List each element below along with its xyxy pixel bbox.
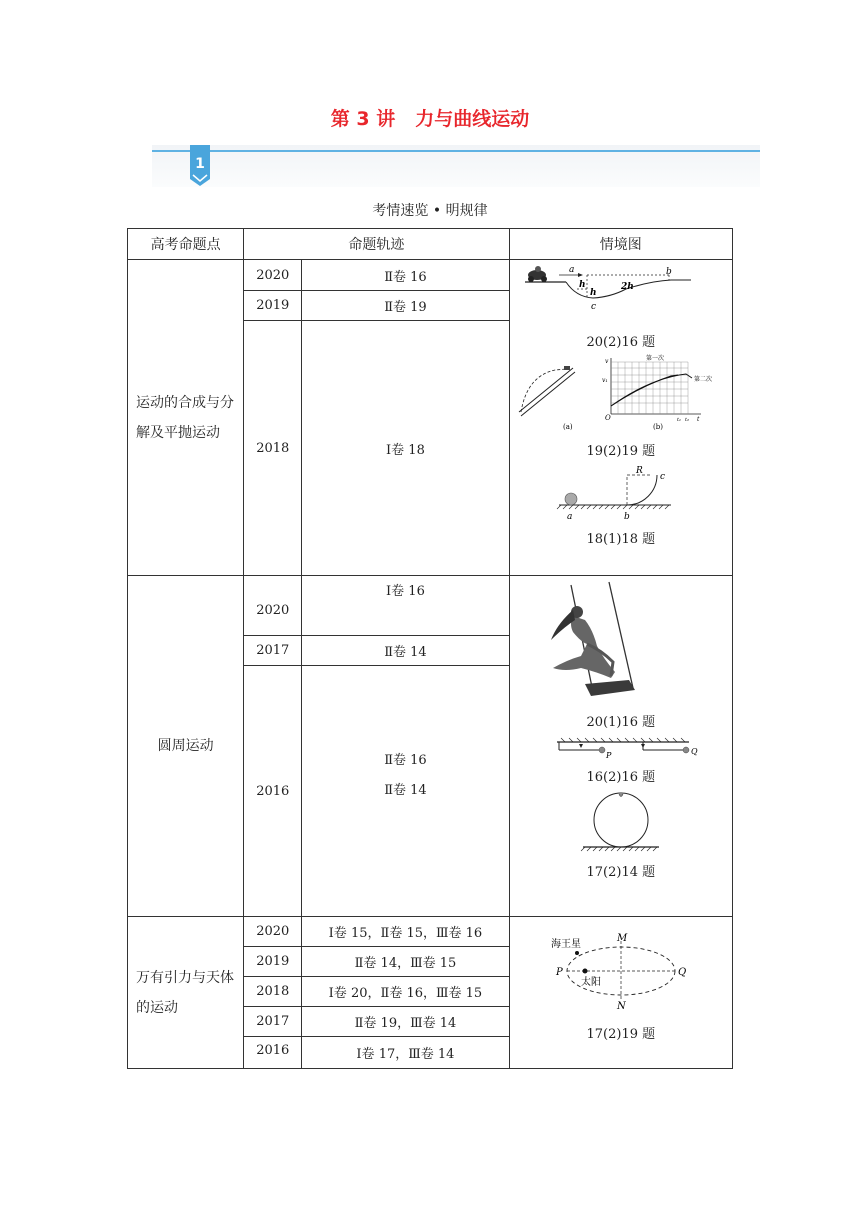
motorcycle-icon [528,266,547,282]
year-cell: 2016 [244,1037,302,1069]
year-cell: 2017 [244,1007,302,1037]
header-topic: 高考命题点 [128,229,244,260]
paper-cell: Ⅱ卷 14，Ⅲ卷 15 [302,947,509,977]
rod-balls-figure [511,734,731,760]
lesson-topic: 力与曲线运动 [415,108,530,130]
label-b3: b [623,512,630,522]
label-R: R [635,466,643,476]
section-rule [152,150,760,152]
paper-cell: Ⅱ卷 16 [302,260,509,291]
motorcycle-ramp-figure [511,263,731,323]
year-cell: 2016 [244,666,302,917]
label-sun: 太阳 [580,977,601,988]
page-title [0,104,860,131]
label-neptune: 海王星 [550,939,581,950]
year-cell: 2018 [244,321,302,576]
paper-cell: Ⅰ卷 15，Ⅱ卷 15，Ⅲ卷 16 [302,917,509,947]
sun-icon [582,969,587,974]
vt-grid [611,362,688,414]
paper-cell [302,666,509,917]
topic-cell: 圆周运动 [128,576,244,917]
figure-caption: 17(2)19 题 [586,1027,656,1042]
figure-caption: 18(1)18 题 [586,532,656,547]
figure-caption: 17(2)14 题 [586,865,656,880]
label-Q5: Q [690,747,698,756]
label-t1: t₁ [676,417,681,423]
figure-caption: 16(2)16 题 [586,770,656,785]
section-badge [188,145,212,187]
label-t2: t₂ [684,417,689,423]
label-fig-a: (a) [562,423,573,431]
label-P5: P [605,751,612,760]
header-track: 命题轨迹 [244,229,509,260]
figure-caption: 20(1)16 题 [586,715,656,730]
paper-cell: Ⅱ卷 19，Ⅲ卷 14 [302,1007,509,1037]
label-N: N [616,1001,626,1012]
year-cell: 2018 [244,977,302,1007]
paper-line: Ⅱ卷 14 [384,783,427,798]
quarter-arc-figure [511,465,731,523]
section-badge-number: 1 [195,156,205,172]
planet-icon [575,951,579,955]
label-M: M [616,933,628,944]
paper-cell: Ⅱ卷 14 [302,636,509,666]
figure-cell [509,917,732,1069]
year-cell: 2019 [244,291,302,321]
year-cell: 2020 [244,576,302,636]
projectile-vt-figure [511,354,731,434]
topic-cell: 万有引力与天体的运动 [128,917,244,1069]
header-figure: 情境图 [509,229,732,260]
label-h2: h [589,288,597,298]
label-v: v [604,358,609,365]
label-P7: P [555,967,563,978]
paper-line: Ⅱ卷 16 [384,753,427,768]
header-row [128,229,733,260]
label-b: b [665,267,672,277]
paper-cell: Ⅰ卷 18 [302,321,509,576]
year-cell: 2017 [244,636,302,666]
table-caption: 考情速览 • 明规律 [372,203,488,219]
label-Q7: Q [677,967,686,978]
figure-caption: 20(2)16 题 [586,335,656,350]
figure-cell [509,260,732,576]
label-fig-b: (b) [652,423,663,431]
label-second: 第二次 [693,376,712,383]
label-h1: h [578,280,586,290]
table-row [128,917,733,947]
figure-caption: 19(2)19 题 [586,444,656,459]
label-first: 第一次 [645,355,664,362]
exam-table [127,228,733,1069]
paper-cell: Ⅰ卷 16 [302,576,509,636]
label-a3: a [566,512,573,522]
orbit-figure [511,925,731,1021]
swing-figure [511,580,731,710]
label-o: O [604,414,611,422]
label-v1: v₁ [601,377,608,384]
lesson-number: 第 3 讲 [330,108,396,130]
label-t: t [696,416,700,423]
table-row [128,260,733,291]
figure-cell [509,576,732,917]
paper-cell: Ⅰ卷 20，Ⅱ卷 16，Ⅲ卷 15 [302,977,509,1007]
paper-cell: Ⅱ卷 19 [302,291,509,321]
year-cell: 2020 [244,260,302,291]
label-c3: c [659,472,665,482]
label-2h: 2h [620,282,634,292]
label-a: a [568,265,575,275]
ball-icon [565,493,577,505]
vertical-circle-figure [511,789,731,855]
table-row [128,576,733,636]
topic-cell: 运动的合成与分解及平抛运动 [128,260,244,576]
label-c: c [590,302,596,312]
paper-cell: Ⅰ卷 17，Ⅲ卷 14 [302,1037,509,1069]
year-cell: 2020 [244,917,302,947]
year-cell: 2019 [244,947,302,977]
